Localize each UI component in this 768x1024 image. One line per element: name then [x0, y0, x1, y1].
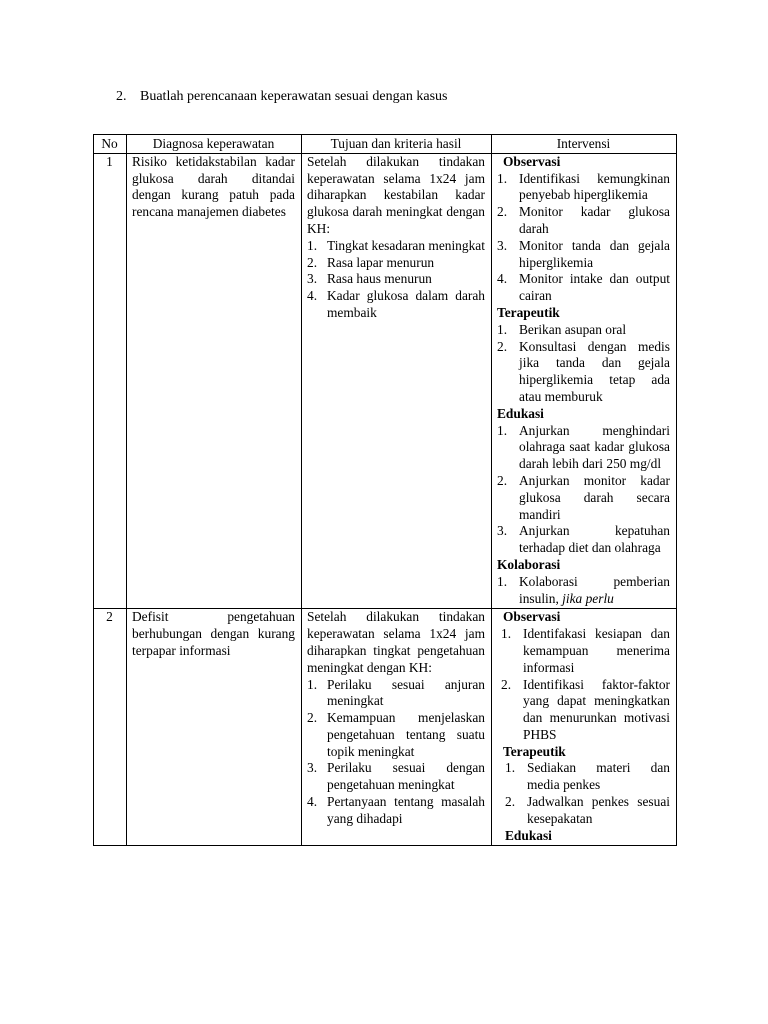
list-item: 1. Kolaborasi pemberian insulin, jika perlu [497, 573, 670, 606]
kolaborasi-list [497, 574, 670, 608]
list-item: 2. Jadwalkan penkes sesuai kesepakatan [505, 794, 670, 826]
list-item: 2. Identifikasi faktor-faktor yang dapat meningkatkan dan menurunkan motivasi PHBS [501, 676, 670, 742]
list-item: 1. Perilaku sesuai anjuran meningkat [307, 676, 485, 709]
kriteria-list [307, 238, 485, 322]
list-item: 3. Monitor tanda dan gejala hiperglikemia [497, 237, 670, 270]
section-heading [116, 88, 447, 105]
list-item: 2. Rasa lapar menurun [307, 254, 435, 270]
tujuan-cell [302, 609, 492, 846]
header-tujuan: Tujuan dan kriteria hasil [302, 135, 492, 154]
header-intervensi: Intervensi [492, 135, 677, 154]
intervensi-cell [492, 609, 677, 846]
nursing-plan-table [93, 134, 677, 846]
diagnosa-cell [127, 153, 302, 609]
list-item: 4. Kadar glukosa dalam darah membaik [307, 288, 485, 320]
table-header-row [94, 135, 677, 154]
diagnosa-text: Risiko ketidakstabilan kadar glukosa darah ditandai dengan kurang patuh pada rencana manajemen diabetes [132, 153, 295, 220]
list-item: 3. Perilaku sesuai dengan pengetahuan meningkat [307, 760, 485, 793]
terapeutik-title: Terapeutik [497, 304, 560, 320]
observasi-title: Observasi [503, 609, 561, 625]
list-item: 2. Kemampuan menjelaskan pengetahuan tentang suatu topik meningkat [307, 710, 485, 759]
heading-text: Buatlah perencanaan keperawatan sesuai dengan kasus [140, 89, 448, 104]
tujuan-intro: Setelah dilakukan tindakan keperawatan selama 1x24 jam diharapkan tingkat pengetahuan meningkat dengan KH: [307, 609, 485, 675]
intervensi-cell [492, 153, 677, 609]
kolaborasi-title: Kolaborasi [497, 556, 561, 572]
list-item: 2. Anjurkan monitor kadar glukosa darah secara mandiri [497, 472, 670, 522]
heading-number: 2. [116, 89, 127, 104]
list-item: 2. Konsultasi dengan medis jika tanda dan gejala hiperglikemia tetap ada atau memburuk [497, 338, 670, 404]
table-row [94, 609, 677, 846]
diagnosa-cell [127, 609, 302, 846]
row-number: 2 [94, 609, 127, 846]
diagnosa-text: Defisit pengetahuan berhubungan dengan kurang terpapar informasi [132, 609, 295, 658]
tujuan-cell [302, 153, 492, 609]
list-item: 1. Tingkat kesadaran meningkat [307, 237, 485, 253]
list-item: 1. Identifakasi kesiapan dan kemampuan menerima informasi [501, 626, 670, 675]
header-no: No [94, 135, 127, 154]
list-item: 3. Rasa haus menurun [307, 271, 432, 287]
edukasi-title: Edukasi [505, 827, 552, 843]
observasi-list [497, 171, 670, 305]
kriteria-list [307, 677, 485, 828]
list-item: 4. Pertanyaan tentang masalah yang dihadapi [307, 794, 485, 826]
list-item: 2. Monitor kadar glukosa darah [497, 204, 670, 236]
list-item: 1. Berikan asupan oral [497, 321, 627, 337]
observasi-title: Observasi [503, 153, 561, 169]
list-item: 1. Identifikasi kemungkinan penyebab hiperglikemia [497, 170, 670, 203]
list-item: 1. Anjurkan menghindari olahraga saat kadar glukosa darah lebih dari 250 mg/dl [497, 422, 670, 472]
terapeutik-list [497, 322, 670, 406]
list-item: 3. Anjurkan kepatuhan terhadap diet dan olahraga [497, 523, 670, 556]
table-row [94, 153, 677, 609]
tujuan-intro: Setelah dilakukan tindakan keperawatan selama 1x24 jam diharapkan kestabilan kadar glukosa darah meningkat dengan KH: [307, 153, 485, 236]
row-number: 1 [94, 153, 127, 609]
list-item: 4. Monitor intake dan output cairan [497, 271, 670, 304]
terapeutik-title: Terapeutik [503, 743, 566, 759]
kolaborasi-italic: jika perlu [562, 590, 614, 606]
edukasi-list [497, 423, 670, 557]
list-item: 1. Sediakan materi dan media penkes [505, 760, 670, 793]
observasi-list [501, 626, 670, 744]
edukasi-title: Edukasi [497, 405, 544, 421]
terapeutik-list [505, 760, 670, 827]
header-diagnosa: Diagnosa keperawatan [127, 135, 302, 154]
